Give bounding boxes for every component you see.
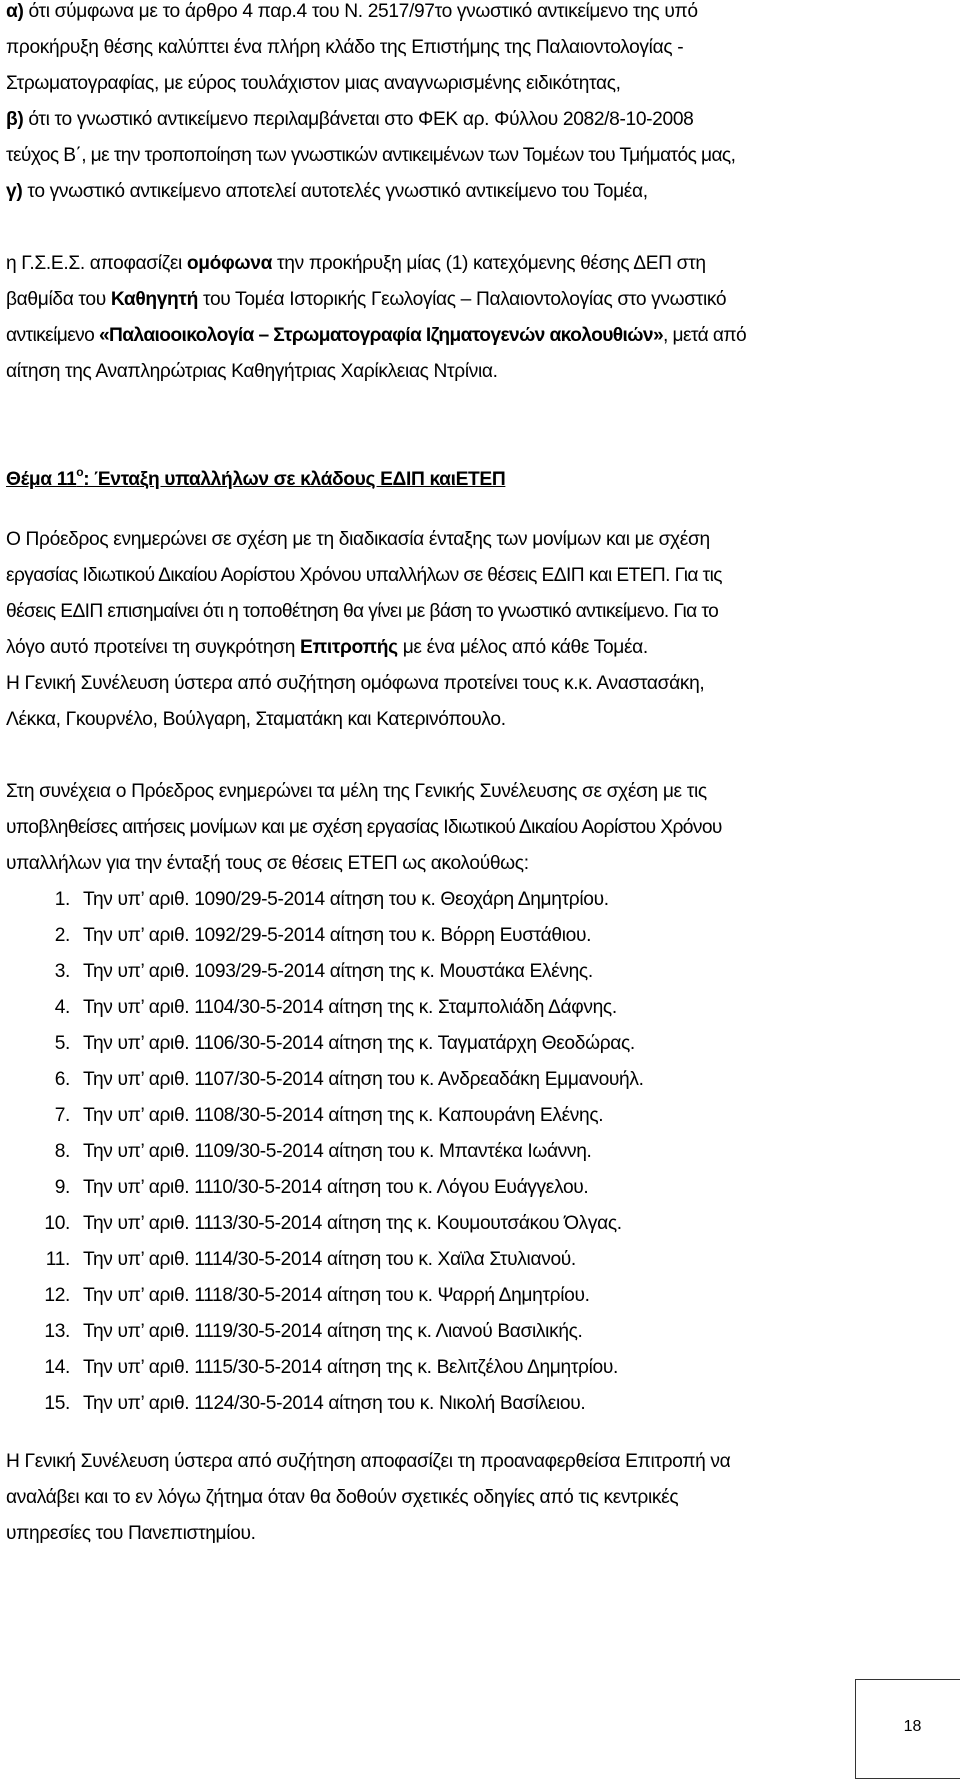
body2-line-1: Στη συνέχεια ο Πρόεδρος ενημερώνει τα μέλη της Γενικής Συνέλευσης σε σχέση με τις — [6, 781, 707, 802]
closing-line-3: υπηρεσίες του Πανεπιστημίου. — [6, 1523, 256, 1544]
intro-line-c: γ) το γνωστικό αντικείμενο αποτελεί αυτοτελές γνωστικό αντικείμενο του Τομέα, — [6, 181, 648, 202]
decision-line-4: αίτηση της Αναπληρώτριας Καθηγήτριας Χαρίκλειας Ντρίνια. — [6, 361, 498, 382]
body1-line-5: Η Γενική Συνέλευση ύστερα από συζήτηση ομόφωνα προτείνει τους κ.κ. Αναστασάκη, — [6, 673, 705, 694]
page-number: 18 — [903, 1718, 922, 1735]
intro-line-3: Στρωματογραφίας, με εύρος τουλάχιστον μιας αναγνωρισμένης ειδικότητας, — [6, 73, 621, 94]
closing-line-1: Η Γενική Συνέλευση ύστερα από συζήτηση αποφασίζει τη προαναφερθείσα Επιτροπή να — [6, 1451, 731, 1472]
intro-line-a: α) ότι σύμφωνα με το άρθρο 4 παρ.4 του Ν. 2517/97το γνωστικό αντικείμενο της υπό — [6, 1, 698, 22]
body1-line-4: λόγο αυτό προτείνει τη συγκρότηση Επιτροπής με ένα μέλος από κάθε Τομέα. — [6, 637, 648, 658]
body1-line-1: Ο Πρόεδρος ενημερώνει σε σχέση με τη διαδικασία ένταξης των μονίμων και με σχέση — [6, 529, 710, 550]
body2-line-3: υπαλλήλων για την ένταξή τους σε θέσεις ΕΤΕΠ ως ακολούθως: — [6, 853, 529, 874]
intro-line-5: τεύχος Β΄, με την τροποποίηση των γνωστικών αντικειμένων των Τομέων του Τμήματός μας, — [6, 145, 736, 166]
intro-line-b: β) ότι το γνωστικό αντικείμενο περιλαμβάνεται στο ΦΕΚ αρ. Φύλλου 2082/8-10-2008 — [6, 109, 694, 130]
body2-line-2: υποβληθείσες αιτήσεις μονίμων και με σχέση εργασίας Ιδιωτικού Δικαίου Αορίστου Χρόνου — [6, 817, 722, 838]
decision-line-1: η Γ.Σ.Ε.Σ. αποφασίζει ομόφωνα την προκήρυξη μίας (1) κατεχόμενης θέσης ΔΕΠ στη — [6, 253, 706, 274]
body1-line-6: Λέκκα, Γκουρνέλο, Βούλγαρη, Σταματάκη και Κατερινόπουλο. — [6, 709, 506, 730]
intro-line-2: προκήρυξη θέσης καλύπτει ένα πλήρη κλάδο της Επιστήμης της Παλαιοντολογίας - — [6, 37, 684, 58]
topic-title: Θέμα $11^o$: Ένταξη υπαλλήλων σε κλάδους ΕΔΙΠ καιΕΤΕΠ — [6, 465, 506, 490]
document-page: α) ότι σύμφωνα με το άρθρο 4 παρ.4 του Ν. 2517/97το γνωστικό αντικείμενο της υπό προκήρυξη θέσης καλύπτει ένα πλήρη κλάδο της Επιστήμης της Παλαιοντολογίας - Στρωματογραφίας, με εύρος τουλάχιστον μιας αναγνωρισμένης ειδικότητας, β) ότι το γνωστικό αντικείμενο περιλαμβάνεται στο ΦΕΚ αρ. Φύλλου 2082/8-10-2008 τεύχος Β΄, με την τροποποίηση των γνωστικών αντικειμένων των Τομέων του Τμήματός μας, γ) το γνωστικό αντικείμενο αποτελεί αυτοτελές γνωστικό αντικείμενο του Τομέα, η Γ.Σ.Ε.Σ. αποφασίζει ομόφωνα την προκήρυξη μίας (1) κατεχόμενης θέσης ΔΕΠ στη βαθμίδα του Καθηγητή του Τομέα Ιστορικής Γεωλογίας – Παλαιοντολογίας στο γνωστικό αντικείμενο «Παλαιοοικολογία – Στρωματογραφία Ιζηματογενών ακολουθιών», μετά από αίτηση της Αναπληρώτριας Καθηγήτριας Χαρίκλειας Ντρίνια. Θέμα $11^o$: Ένταξη υπαλλήλων σε κλάδους ΕΔΙΠ καιΕΤΕΠ Ο Πρόεδρος ενημερώνει σε σχέση με τη διαδικασία ένταξης των μονίμων και με σχέση εργασίας Ιδιωτικού Δικαίου Αορίστου Χρόνου υπαλλήλων σε θέσεις ΕΔΙΠ και ΕΤΕΠ. Για τις θέσεις ΕΔΙΠ επισημαίνει ότι η τοποθέτηση θα γίνει με βάση το γνωστικό αντικείμενο. Για το λόγο αυτό προτείνει τη συγκρότηση Επιτροπής με ένα μέλος από κάθε Τομέα. Η Γενική Συνέλευση ύστερα από συζήτηση ομόφωνα προτείνει τους κ.κ. Αναστασάκη, Λέκκα, Γκουρνέλο, Βούλγαρη, Σταματάκη και Κατερινόπουλο. Στη συνέχεια ο Πρόεδρος ενημερώνει τα μέλη της Γενικής Συνέλευσης σε σχέση με τις υποβληθείσες αιτήσεις μονίμων και με σχέση εργασίας Ιδιωτικού Δικαίου Αορίστου Χρόνου υπαλλήλων για την ένταξή τους σε θέσεις ΕΤΕΠ ως ακολούθως: 1. Την υπ’ αριθ. 1090/29-5-2014 αίτηση του κ. Θεοχάρη Δημητρίου. 2. Την υπ’ αριθ. 1092/29-5-2014 αίτηση του κ. Βόρρη Ευστάθιου. 3. Την υπ’ αριθ. 1093/29-5-2014 αίτηση της κ. Μουστάκα Ελένης. 4. Την υπ’ αριθ. 1104/30-5-2014 αίτηση της κ. Σταμπολιάδη Δάφνης. 5. Την υπ’ αριθ. 1106/30-5-2014 αίτηση της κ. Ταγματάρχη Θεοδώρας. 6. Την υπ’ αριθ. 1107/30-5-2014 αίτηση του κ. Ανδρεαδάκη Εμμανουήλ. 7. Την υπ’ αριθ. 1108/30-5-2014 αίτηση της κ. Καπουράνη Ελένης. 8. Την υπ’ αριθ. 1109/30-5-2014 αίτηση του κ. Μπαντέκα Ιωάννη. 9. Την υπ’ αριθ. 1110/30-5-2014 αίτηση του κ. Λόγου Ευάγγελου. 10. Την υπ’ αριθ. 1113/30-5-2014 αίτηση της κ. Κουμουτσάκου Όλγας. 11. Την υπ’ αριθ. 1114/30-5-2014 αίτηση του κ. Χαϊλα Στυλιανού. 12. Την υπ’ αριθ. 1118/30-5-2014 αίτηση του κ. Ψαρρή Δημητρίου. 13. Την υπ’ αριθ. 1119/30-5-2014 αίτηση της κ. Λιανού Βασιλικής. 14. Την υπ’ αριθ. 1115/30-5-2014 αίτηση της κ. Βελιτζέλου Δημητρίου. 15. Την υπ’ αριθ. 1124/30-5-2014 αίτηση του κ. Νικολή Βασίλειου. Η Γενική Συνέλευση ύστερα από συζήτηση αποφασίζει τη προαναφερθείσα Επιτροπή να αναλάβει και το εν λόγω ζήτημα όταν θα δοθούν σχετικές οδηγίες από τις κεντρικές υπηρεσίες του Πανεπιστημίου. 18 — [0, 0, 960, 1772]
page-number-box — [855, 1679, 960, 1779]
decision-line-2: βαθμίδα του Καθηγητή του Τομέα Ιστορικής Γεωλογίας – Παλαιοντολογίας στο γνωστικό — [6, 289, 727, 310]
body1-line-3: θέσεις ΕΔΙΠ επισημαίνει ότι η τοποθέτηση θα γίνει με βάση το γνωστικό αντικείμενο. Για το — [6, 601, 719, 622]
closing-line-2: αναλάβει και το εν λόγω ζήτημα όταν θα δοθούν σχετικές οδηγίες από τις κεντρικές — [6, 1487, 679, 1508]
body1-line-2: εργασίας Ιδιωτικού Δικαίου Αορίστου Χρόνου υπαλλήλων σε θέσεις ΕΔΙΠ και ΕΤΕΠ. Για τις — [6, 565, 722, 586]
decision-line-3: αντικείμενο «Παλαιοοικολογία – Στρωματογραφία Ιζηματογενών ακολουθιών», μετά από — [6, 325, 747, 346]
